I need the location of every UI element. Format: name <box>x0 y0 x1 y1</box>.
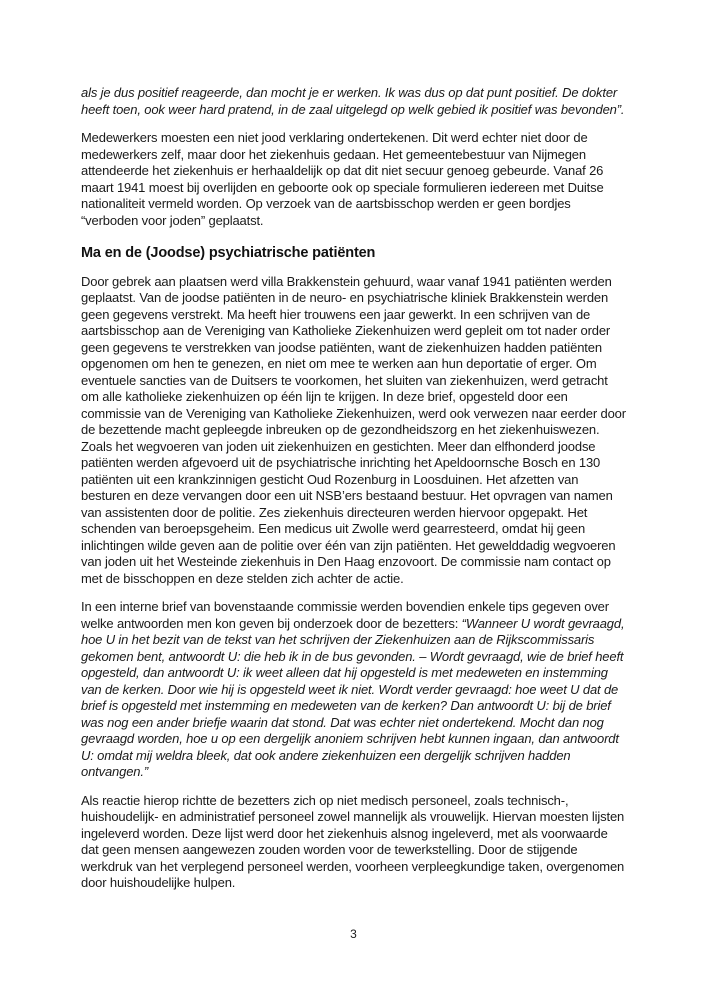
paragraph-quote-continuation: als je dus positief reageerde, dan mocht je er werken. Ik was dus op dat punt positief. De dokter heeft toen, ook weer hard pratend, in de zaal uitgelegd op welk gebied ik positief was bevonden”. <box>81 85 625 117</box>
paragraph-interne-brief <box>81 599 627 781</box>
paragraph-reactie: Als reactie hierop richtte de bezetters zich op niet medisch personeel, zoals technisch-, huishoudelijk- en administratief personeel zowel mannelijk als vrouwelijk. Hiervan moesten lijsten ingeleverd worden. Deze lijst werd door het ziekenhuis alsnog ingeleverd, met als voorwaarde dat geen mensen aangewezen zouden worden voor de tewerkstelling. Door de stijgende werkdruk van het verplegend personeel werden, voorheen verpleegkundige taken, overgenomen door huishoudelijke hulpen. <box>81 792 625 890</box>
paragraph-medewerkers: Medewerkers moesten een niet jood verklaring ondertekenen. Dit werd echter niet door de medewerkers zelf, maar door het ziekenhuis gedaan. Het gemeentebestuur van Nijmegen attendeerde het ziekenhuis er herhaaldelijk op dat dit niet secuur genoeg gebeurde. Vanaf 26 maart 1941 moest bij overlijden en geboorte ook op speciale formulieren iedereen met Duitse nationaliteit vermeld worden. Op verzoek van de aartsbisschop werden er geen bordjes “verboden voor joden” geplaatst. <box>81 130 604 228</box>
paragraph-brakkenstein: Door gebrek aan plaatsen werd villa Brakkenstein gehuurd, waar vanaf 1941 patiënten werden geplaatst. Van de joodse patiënten in de neuro- en psychiatrische kliniek Brakkenstein werden geen gegevens verstrekt. Ma heeft hier trouwens een jaar gewerkt. In een schrijven van de aartsbisschop aan de Vereniging van Katholieke Ziekenhuizen werd gepleit om tot nader order geen gegevens te verstrekken van joodse patiënten, want de ziekenhuizen hadden patiënten opgenomen om hen te genezen, en niet om mee te werken aan hun deportatie of erger. Om eventuele sancties van de Duitsers te voorkomen, het sluiten van ziekenhuizen, werd getracht om alle katholieke ziekenhuizen op één lijn te krijgen. In deze brief, opgesteld door een commissie van de Vereniging van Katholieke Ziekenhuizen, werd ook verwezen naar eerder door de bezettende macht gepleegde inbreuken op de gezondheidszorg en het ziekenhuiswezen. Zoals het wegvoeren van joden uit ziekenhuizen en gestichten. Meer dan elfhonderd joodse patiënten werden afgevoerd uit de psychiatrische inrichting het Apeldoornsche Bosch en 130 patiënten uit een krankzinnigen gesticht Oud Rozenburg in Loosduinen. Het afzetten van besturen en deze vervangen door een uit NSB’ers bestaand bestuur. Het opvragen van namen van assistenten door de politie. Zes ziekenhuis directeuren werden hiervoor opgepakt. Het schenden van beroepsgeheim. Een medicus uit Zwolle werd gearresteerd, omdat hij geen inlichtingen wilde geven aan de politie over één van zijn patiënten. Het gewelddadig wegvoeren van joden uit het Westeinde ziekenhuis in Den Haag enzovoort. De commissie nam contact op met de bisschoppen en deze stelden zich achter de actie. <box>81 273 626 586</box>
section-heading: Ma en de (Joodse) psychiatrische patiënten <box>81 245 376 261</box>
page-number: 3 <box>350 926 357 941</box>
interne-brief-quote-text: “Wanneer U wordt gevraagd, hoe U in het bezit van de tekst van het schrijven der Ziekenhuizen aan de Rijkscommissaris gekomen bent, antwoordt U: die heb ik in de bus gevonden. – Wordt gevraagd, wie de brief heeft opgesteld, dan antwoordt U: ik weet alleen dat hij opgesteld is met medeweten en instemming van de kerken. Door wie hij is opgesteld weet ik niet. Wordt verder gevraagd: hoe weet U dat de brief is opgesteld met instemming en medeweten van de kerken? Dan antwoordt U: bij de brief was nog een ander briefje waarin dat stond. Dat was echter niet ondertekend. Mocht dan nog gevraagd worden, hoe u op een dergelijk anoniem schrijven hebt kunnen ingaan, dan antwoordt U: omdat mij weldra bleek, dat ook andere ziekenhuizen een dergelijk schrijven hadden ontvangen.” <box>81 615 625 779</box>
interne-brief-intro-text: In een interne brief van bovenstaande commissie werden bovendien enkele tips gegeven over welke antwoorden men kon geven bij onderzoek door de bezetters: <box>81 599 609 631</box>
